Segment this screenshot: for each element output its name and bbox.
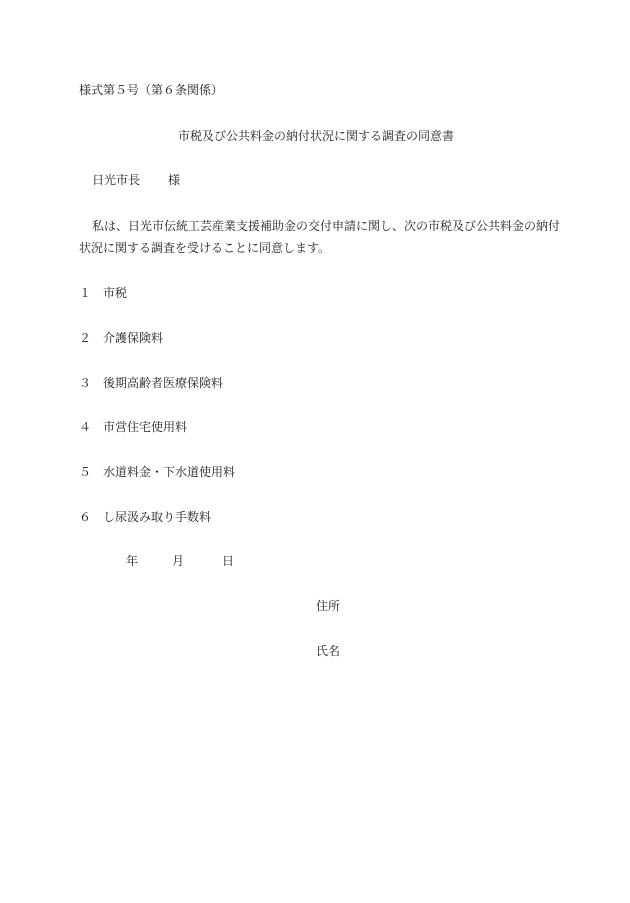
addressee-honorific: 様 (168, 173, 181, 187)
list-item (79, 330, 163, 346)
date-month-label: 月 (172, 554, 185, 568)
body-text-line-1: 私は、日光市伝統工芸産業支援補助金の交付申請に関し、次の市税及び公共料金の納付 (92, 219, 561, 233)
addressee (92, 172, 180, 188)
item-label: 後期高齢者医療保険料 (103, 376, 224, 390)
date-day-label: 日 (222, 554, 235, 568)
list-item (79, 419, 187, 435)
list-item (79, 285, 127, 301)
item-label: 市営住宅使用料 (103, 420, 188, 434)
item-number: ５ (79, 465, 92, 479)
date-line (126, 553, 234, 569)
document-title: 市税及び公共料金の納付状況に関する調査の同意書 (178, 129, 455, 143)
item-label: し尿汲み取り手数料 (103, 510, 212, 524)
list-item (79, 464, 235, 480)
body-text-line-2: 状況に関する調査を受けることに同意します。 (79, 241, 331, 255)
item-number: ２ (79, 331, 92, 345)
item-label: 水道料金・下水道使用料 (103, 465, 236, 479)
name-label: 氏名 (316, 644, 341, 658)
item-number: １ (79, 286, 92, 300)
addressee-name: 日光市長 (92, 173, 141, 187)
item-label: 介護保険料 (103, 331, 164, 345)
item-number: ４ (79, 420, 92, 434)
form-number: 様式第５号（第６条関係） (79, 83, 224, 97)
address-label: 住所 (316, 599, 341, 613)
item-label: 市税 (103, 286, 128, 300)
item-number: ６ (79, 510, 92, 524)
item-number: ３ (79, 376, 92, 390)
date-year-label: 年 (126, 554, 139, 568)
list-item (79, 509, 211, 525)
list-item (79, 375, 223, 391)
